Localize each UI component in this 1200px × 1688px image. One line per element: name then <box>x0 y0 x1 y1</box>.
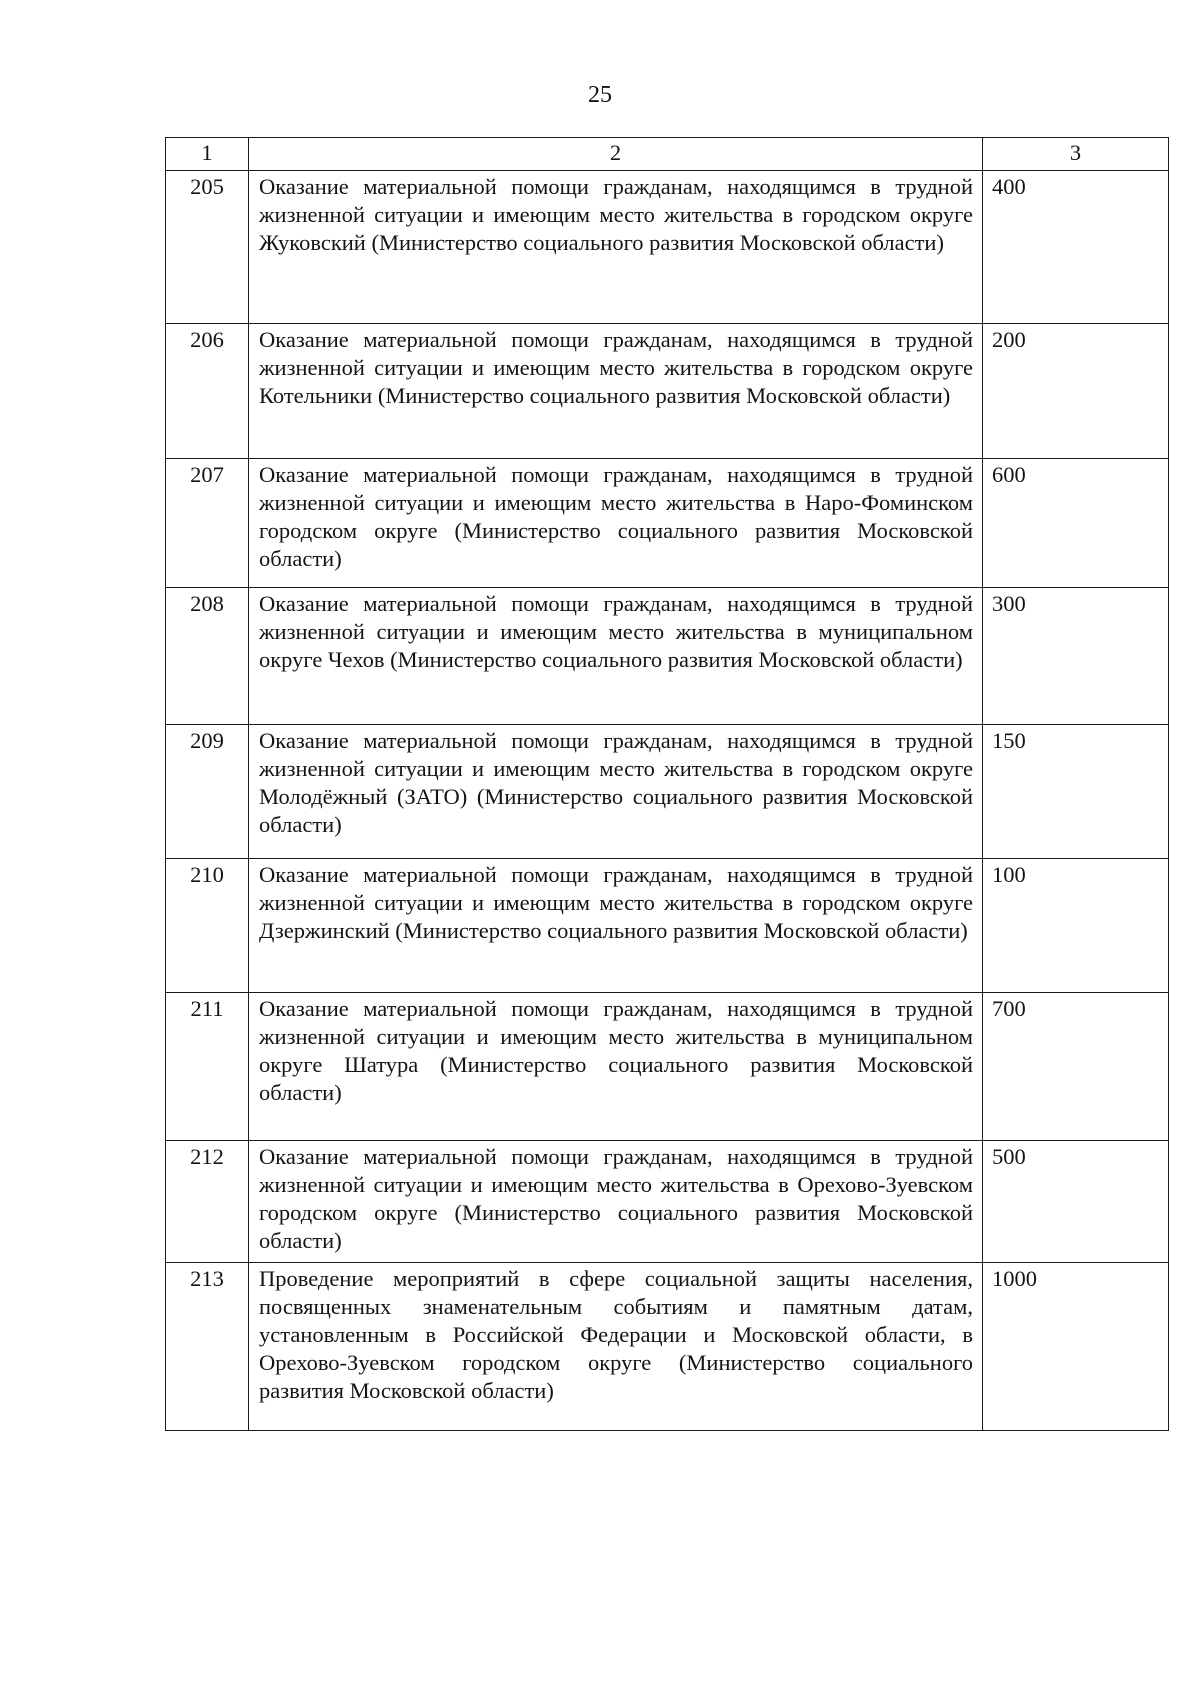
row-number: 208 <box>166 588 249 725</box>
document-table <box>165 137 1169 1431</box>
table-row <box>166 324 1169 459</box>
page-number: 25 <box>588 82 612 108</box>
row-description: Оказание материальной помощи гражданам, находящимся в трудной жизненной ситуации и имеющим место жительства в Наро-Фоминском городском округе (Министерство социального развития Московской области) <box>249 459 983 588</box>
row-description: Оказание материальной помощи гражданам, находящимся в трудной жизненной ситуации и имеющим место жительства в городском округе Котельники (Министерство социального развития Московской области) <box>249 324 983 459</box>
row-description: Оказание материальной помощи гражданам, находящимся в трудной жизненной ситуации и имеющим место жительства в муниципальном округе Шатура (Министерство социального развития Московской области) <box>249 993 983 1141</box>
row-number: 209 <box>166 725 249 859</box>
row-amount: 300 <box>983 588 1169 725</box>
table-row <box>166 1141 1169 1263</box>
table-row <box>166 588 1169 725</box>
row-number: 210 <box>166 859 249 993</box>
row-amount: 500 <box>983 1141 1169 1263</box>
row-number: 212 <box>166 1141 249 1263</box>
row-amount: 700 <box>983 993 1169 1141</box>
header-col-2: 2 <box>249 138 983 171</box>
table-row <box>166 459 1169 588</box>
table-row <box>166 725 1169 859</box>
row-amount: 1000 <box>983 1263 1169 1431</box>
table-row <box>166 859 1169 993</box>
table-row <box>166 1263 1169 1431</box>
row-description: Оказание материальной помощи гражданам, находящимся в трудной жизненной ситуации и имеющим место жительства в городском округе Молодёжный (ЗАТО) (Министерство социального развития Московской области) <box>249 725 983 859</box>
table-header-row <box>166 138 1169 171</box>
row-number: 207 <box>166 459 249 588</box>
row-amount: 100 <box>983 859 1169 993</box>
row-description: Проведение мероприятий в сфере социальной защиты населения, посвященных знаменательным событиям и памятным датам, установленным в Российской Федерации и Московской области, в Орехово-Зуевском городском округе (Министерство социального развития Московской области) <box>249 1263 983 1431</box>
row-amount: 150 <box>983 725 1169 859</box>
row-amount: 600 <box>983 459 1169 588</box>
row-description: Оказание материальной помощи гражданам, находящимся в трудной жизненной ситуации и имеющим место жительства в городском округе Дзержинский (Министерство социального развития Московской области) <box>249 859 983 993</box>
row-amount: 400 <box>983 171 1169 324</box>
header-col-3: 3 <box>983 138 1169 171</box>
row-description: Оказание материальной помощи гражданам, находящимся в трудной жизненной ситуации и имеющим место жительства в городском округе Жуковский (Министерство социального развития Московской области) <box>249 171 983 324</box>
table-row <box>166 993 1169 1141</box>
row-amount: 200 <box>983 324 1169 459</box>
row-description: Оказание материальной помощи гражданам, находящимся в трудной жизненной ситуации и имеющим место жительства в Орехово-Зуевском городском округе (Министерство социального развития Московской области) <box>249 1141 983 1263</box>
row-number: 206 <box>166 324 249 459</box>
row-description: Оказание материальной помощи гражданам, находящимся в трудной жизненной ситуации и имеющим место жительства в муниципальном округе Чехов (Министерство социального развития Московской области) <box>249 588 983 725</box>
header-col-1: 1 <box>166 138 249 171</box>
row-number: 205 <box>166 171 249 324</box>
table-row <box>166 171 1169 324</box>
row-number: 211 <box>166 993 249 1141</box>
row-number: 213 <box>166 1263 249 1431</box>
